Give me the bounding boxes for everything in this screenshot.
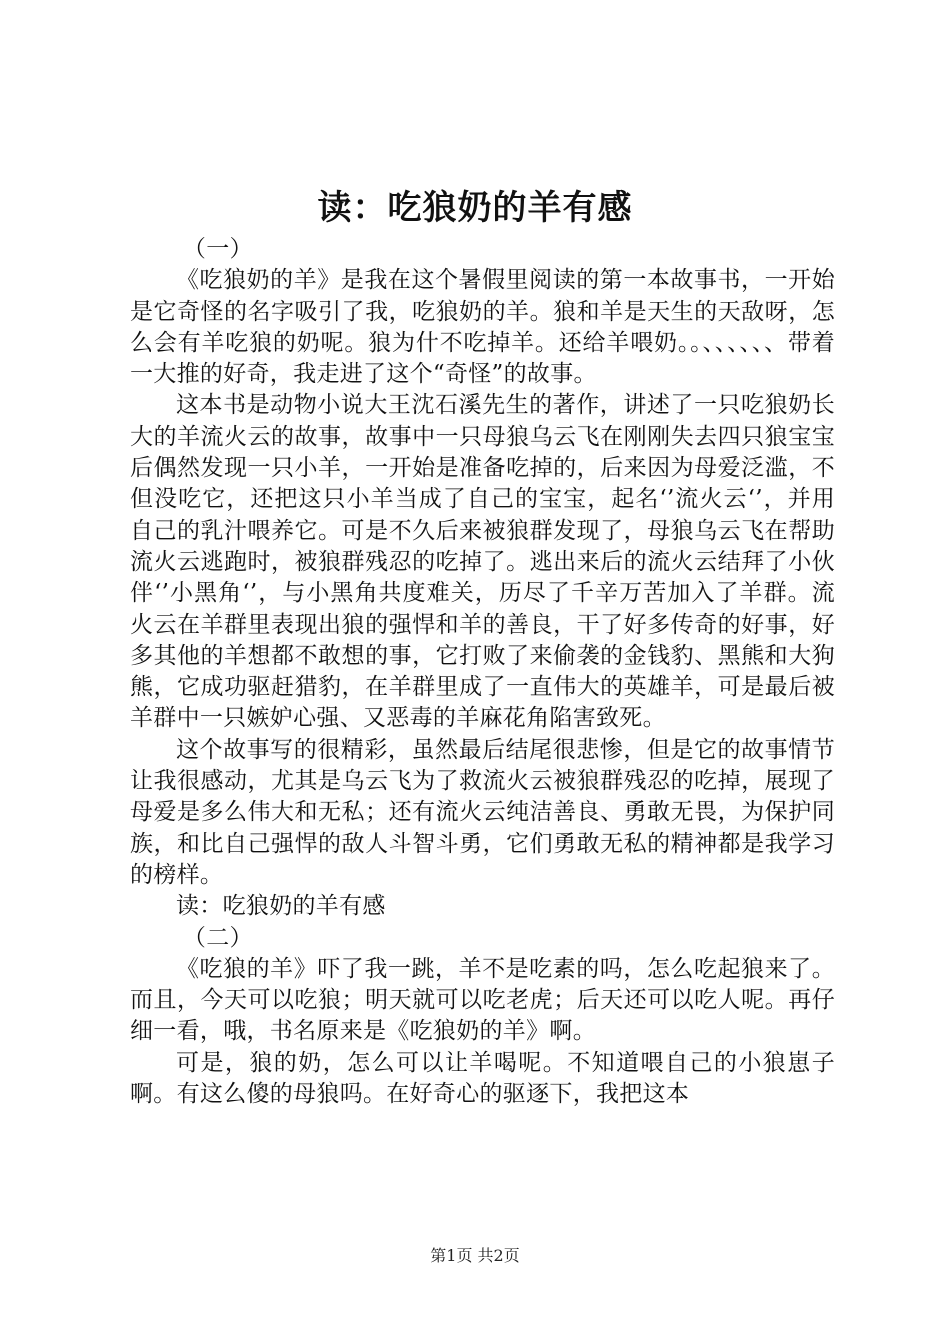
document-body [130,234,835,1110]
paragraph: 《吃狼奶的羊》是我在这个暑假里阅读的第一本故事书，一开始是它奇怪的名字吸引了我，吃狼奶的羊。狼和羊是天生的天敌呀，怎么会有羊吃狼的奶呢。狼为什不吃掉羊。还给羊喂奶。。、、、、、、带着一大推的好奇，我走进了这个“奇怪”的故事。 [130,267,835,388]
document-title: 读：吃狼奶的羊有感 [317,188,633,228]
section-heading-1: （一） [182,236,253,262]
paragraph: 《吃狼的羊》吓了我一跳，羊不是吃素的吗，怎么吃起狼来了。而且，今天可以吃狼；明天就可以吃老虎；后天还可以吃人呢。再仔细一看，哦，书名原来是《吃狼奶的羊》啊。 [130,955,835,1045]
page-footer: 第1页 共2页 [430,1246,520,1265]
section-title-repeat: 读：吃狼奶的羊有感 [176,893,386,920]
paragraph: 可是，狼的奶，怎么可以让羊喝呢。不知道喂自己的小狼崽子啊。有这么傻的母狼吗。在好奇心的驱逐下，我把这本 [130,1049,835,1108]
section-heading-2: （二） [182,924,253,951]
paragraph: 这个故事写的很精彩，虽然最后结尾很悲惨，但是它的故事情节让我很感动，尤其是乌云飞为了救流火云被狼群残忍的吃掉，展现了母爱是多么伟大和无私；还有流火云纯洁善良、勇敢无畏，为保护同族，和比自己强悍的敌人斗智斗勇，它们勇敢无私的精神都是我学习的榜样。 [130,736,835,888]
paragraph: 这本书是动物小说大王沈石溪先生的著作，讲述了一只吃狼奶长大的羊流火云的故事，故事中一只母狼乌云飞在刚刚失去四只狼宝宝后偶然发现一只小羊，一开始是准备吃掉的，后来因为母爱泛滥，不但没吃它，还把这只小羊当成了自己的宝宝，起名‘’流火云‘’，并用自己的乳汁喂养它。可是不久后来被狼群发现了，母狼乌云飞在帮助流火云逃跑时，被狼群残忍的吃掉了。逃出来后的流火云结拜了小伙伴‘’小黑角‘’，与小黑角共度难关，历尽了千辛万苦加入了羊群。流火云在羊群里表现出狼的强悍和羊的善良，干了好多传奇的好事，好多其他的羊想都不敢想的事，它打败了来偷袭的金钱豹、黑熊和大狗熊，它成功驱赶猎豹，在羊群里成了一直伟大的英雄羊，可是最后被羊群中一只嫉妒心强、又恶毒的羊麻花角陷害致死。 [130,392,835,732]
